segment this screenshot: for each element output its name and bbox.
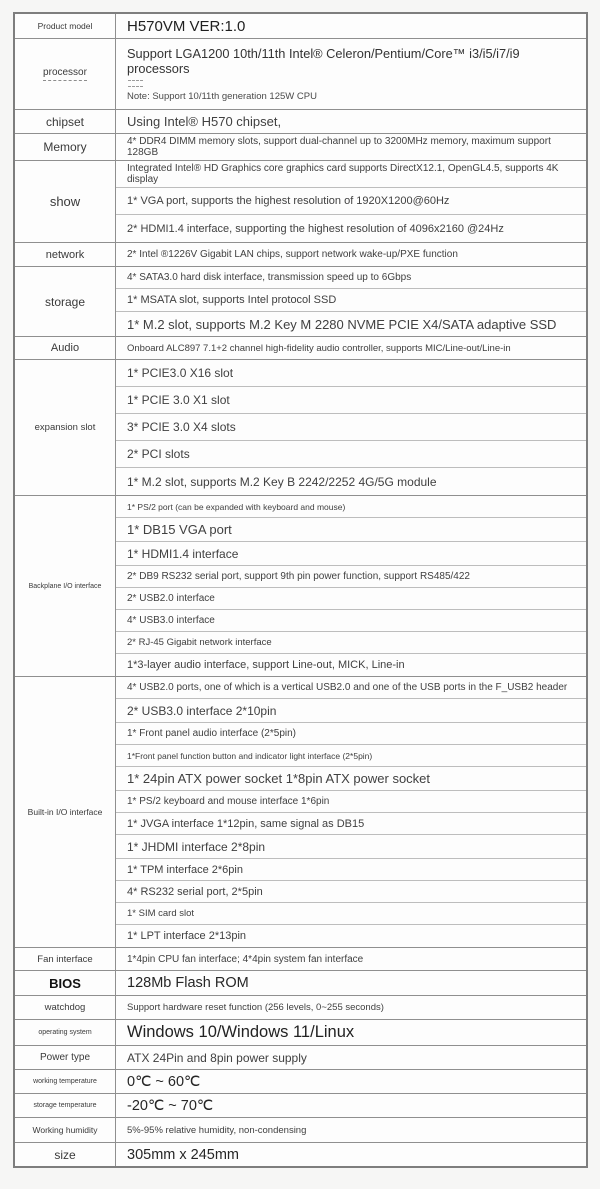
- value-working-temperature: 0℃ ~ 60℃: [127, 1073, 201, 1090]
- spec-row-backplane-io: [15, 496, 586, 677]
- value-expansion-pcie-x16: 1* PCIE3.0 X16 slot: [116, 360, 586, 387]
- value-power-type: ATX 24Pin and 8pin power supply: [127, 1050, 307, 1065]
- row-label-size: size: [15, 1143, 116, 1166]
- value-builtin-rs232: 4* RS232 serial port, 2*5pin: [116, 881, 586, 903]
- value-memory: 4* DDR4 DIMM memory slots, support dual-channel up to 3200MHz memory, maximum support 128GB: [127, 136, 551, 158]
- row-label-storage: storage: [15, 267, 116, 336]
- row-label-working-humidity: Working humidity: [15, 1118, 116, 1142]
- spec-row-working-temperature: [15, 1070, 586, 1094]
- value-working-humidity: 5%-95% relative humidity, non-condensing: [127, 1124, 307, 1136]
- row-label-fan-interface: Fan interface: [15, 948, 116, 970]
- row-label-processor: [15, 39, 116, 109]
- value-bios: 128Mb Flash ROM: [127, 975, 249, 991]
- value-builtin-usb30: 2* USB3.0 interface 2*10pin: [116, 699, 586, 723]
- value-builtin-front-audio: 1* Front panel audio interface (2*5pin): [116, 723, 586, 745]
- row-label-chipset: chipset: [15, 110, 116, 133]
- row-label-expansion-slot: expansion slot: [15, 360, 116, 495]
- value-expansion-pci: 2* PCI slots: [116, 441, 586, 468]
- value-product-model: H570VM VER:1.0: [127, 17, 246, 35]
- spec-row-builtin-io: [15, 677, 586, 948]
- value-backplane-usb30: 4* USB3.0 interface: [116, 610, 586, 632]
- spec-row-storage-temperature: [15, 1094, 586, 1118]
- value-show-hdmi: 2* HDMI1.4 interface, supporting the highest resolution of 4096x2160 @24Hz: [127, 222, 504, 235]
- value-fan-interface: 1*4pin CPU fan interface; 4*4pin system fan interface: [127, 953, 364, 965]
- dash-squiggle-icon: [128, 80, 143, 87]
- value-backplane-rj45: 2* RJ-45 Gigabit network interface: [116, 632, 586, 654]
- value-backplane-audio: 1*3-layer audio interface, support Line-out, MICK, Line-in: [127, 659, 405, 671]
- value-builtin-usb20: 4* USB2.0 ports, one of which is a vertical USB2.0 and one of the USB ports in the F_USB2 header: [116, 677, 586, 699]
- value-show-vga: 1* VGA port, supports the highest resolution of 1920X1200@60Hz: [116, 188, 586, 215]
- value-builtin-sim: 1* SIM card slot: [116, 903, 586, 925]
- row-label-processor-text: processor: [43, 67, 87, 81]
- value-builtin-ps2: 1* PS/2 keyboard and mouse interface 1*6pin: [116, 791, 586, 813]
- spec-row-show: [15, 161, 586, 243]
- value-watchdog: Support hardware reset function (256 levels, 0~255 seconds): [127, 1002, 384, 1013]
- row-label-working-temperature: working temperature: [15, 1070, 116, 1093]
- spec-row-audio: [15, 337, 586, 360]
- value-operating-system: Windows 10/Windows 11/Linux: [127, 1023, 355, 1041]
- value-chipset: Using Intel® H570 chipset,: [127, 114, 282, 129]
- value-builtin-jvga: 1* JVGA interface 1*12pin, same signal as DB15: [116, 813, 586, 835]
- spec-row-memory: [15, 134, 586, 161]
- spec-row-network: [15, 243, 586, 267]
- value-audio: Onboard ALC897 7.1+2 channel high-fidelity audio controller, supports MIC/Line-out/Line-in: [127, 342, 511, 354]
- processor-note-text: Note: Support 10/11th generation 125W CPU: [127, 91, 317, 102]
- value-builtin-front-panel: 1*Front panel function button and indicator light interface (2*5pin): [116, 745, 586, 767]
- row-label-show: show: [15, 161, 116, 242]
- value-show-igpu: Integrated Intel® HD Graphics core graphics card supports DirectX12.1, OpenGL4.5, supports 4K display: [116, 161, 586, 188]
- spec-row-power-type: [15, 1046, 586, 1070]
- value-backplane-ps2: 1* PS/2 port (can be expanded with keyboard and mouse): [116, 496, 586, 518]
- value-expansion-pcie-x1: 1* PCIE 3.0 X1 slot: [116, 387, 586, 414]
- row-label-storage-temperature: storage temperature: [15, 1094, 116, 1117]
- spec-row-product-model: [15, 14, 586, 39]
- spec-row-working-humidity: [15, 1118, 586, 1143]
- value-expansion-pcie-x4: 3* PCIE 3.0 X4 slots: [116, 414, 586, 441]
- spec-row-processor: [15, 39, 586, 110]
- processor-support-text: Support LGA1200 10th/11th Intel® Celeron/Pentium/Core™ i3/i5/i7/i9 processors: [127, 46, 520, 76]
- value-storage-msata: 1* MSATA slot, supports Intel protocol SSD: [116, 289, 586, 312]
- value-builtin-lpt: 1* LPT interface 2*13pin: [127, 930, 247, 942]
- spec-row-chipset: [15, 110, 586, 134]
- value-builtin-tpm: 1* TPM interface 2*6pin: [116, 859, 586, 881]
- row-label-power-type: Power type: [15, 1046, 116, 1069]
- value-processor: [116, 39, 586, 109]
- value-storage-temperature: -20℃ ~ 70℃: [127, 1097, 214, 1114]
- row-label-backplane-io: Backplane I/O interface: [15, 496, 116, 676]
- row-label-operating-system: operating system: [15, 1020, 116, 1045]
- spec-row-operating-system: [15, 1020, 586, 1046]
- spec-row-bios: [15, 971, 586, 996]
- value-backplane-usb20: 2* USB2.0 interface: [116, 588, 586, 610]
- value-size: 305mm x 245mm: [127, 1146, 240, 1163]
- row-label-product-model: Product model: [15, 14, 116, 38]
- row-label-bios: BIOS: [15, 971, 116, 995]
- value-expansion-m2-keyb: 1* M.2 slot, supports M.2 Key B 2242/2252 4G/5G module: [127, 474, 437, 489]
- row-label-watchdog: watchdog: [15, 996, 116, 1019]
- value-storage-m2: 1* M.2 slot, supports M.2 Key M 2280 NVME PCIE X4/SATA adaptive SSD: [127, 316, 557, 332]
- spec-row-expansion-slot: [15, 360, 586, 496]
- value-backplane-db15: 1* DB15 VGA port: [116, 518, 586, 542]
- motherboard-spec-table: [13, 12, 588, 1168]
- row-label-memory: Memory: [15, 134, 116, 160]
- row-label-network: network: [15, 243, 116, 266]
- row-label-audio: Audio: [15, 337, 116, 359]
- spec-row-storage: [15, 267, 586, 337]
- spec-row-size: [15, 1143, 586, 1166]
- row-label-builtin-io: Built-in I/O interface: [15, 677, 116, 947]
- spec-row-fan-interface: [15, 948, 586, 971]
- value-builtin-jhdmi: 1* JHDMI interface 2*8pin: [116, 835, 586, 859]
- value-builtin-atx-power: 1* 24pin ATX power socket 1*8pin ATX power socket: [116, 767, 586, 791]
- spec-row-watchdog: [15, 996, 586, 1020]
- value-storage-sata: 4* SATA3.0 hard disk interface, transmission speed up to 6Gbps: [116, 267, 586, 289]
- value-backplane-hdmi: 1* HDMI1.4 interface: [116, 542, 586, 566]
- value-network: 2* Intel ®1226V Gigabit LAN chips, support network wake-up/PXE function: [127, 249, 458, 260]
- value-backplane-db9: 2* DB9 RS232 serial port, support 9th pin power function, support RS485/422: [116, 566, 586, 588]
